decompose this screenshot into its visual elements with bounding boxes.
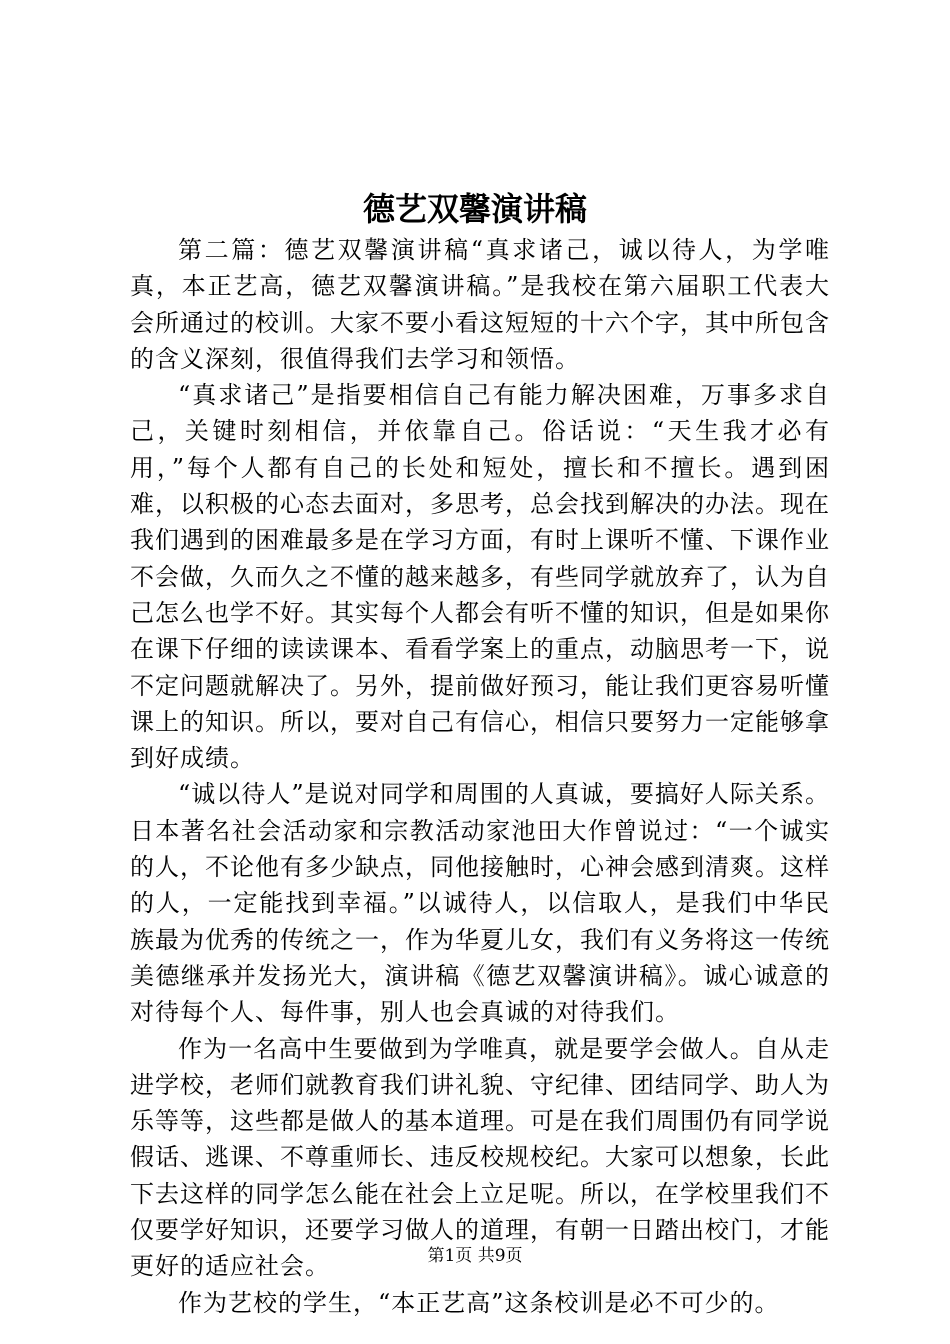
paragraph-2: “真求诸己”是指要相信自己有能力解决困难，万事多求自己，关键时刻相信，并依靠自己。俗话说：“天生我才必有用，”每个人都有自己的长处和短处，擅长和不擅长。遇到困难，以积极的心态去面对，多思考，总会找到解决的办法。现在我们遇到的困难最多是在学习方面，有时上课听不懂、下课作业不会做，久而久之不懂的越来越多，有些同学就放弃了，认为自己怎么也学不好。其实每个人都会有听不懂的知识，但是如果你在课下仔细的读读课本、看看学案上的重点，动脑思考一下，说不定问题就解决了。另外，提前做好预习，能让我们更容易听懂课上的知识。所以，要对自己有信心，相信只要努力一定能够拿到好成绩。: [130, 381, 830, 773]
paragraph-5: 作为艺校的学生，“本正艺高”这条校训是必不可少的。: [178, 1288, 780, 1317]
page-number-footer: 第1页 共9页: [427, 1246, 523, 1266]
paragraph-4: 作为一名高中生要做到为学唯真，就是要学会做人。自从走进学校，老师们就教育我们讲礼貌、守纪律、团结同学、助人为乐等等，这些都是做人的基本道理。可是在我们周围仍有同学说假话、逃课、不尊重师长、违反校规校纪。大家可以想象，长此下去这样的同学怎么能在社会上立足呢。所以，在学校里我们不仅要学好知识，还要学习做人的道理，有朝一日踏出校门，才能更好的适应社会。: [130, 1034, 830, 1281]
paragraph-1: 第二篇：德艺双馨演讲稿“真求诸己，诚以待人，为学唯真，本正艺高，德艺双馨演讲稿。”是我校在第六届职工代表大会所通过的校训。大家不要小看这短短的十六个字，其中所包含的含义深刻，很值得我们去学习和领悟。: [130, 236, 830, 373]
page-title: 德艺双馨演讲稿: [362, 190, 587, 228]
document-body: [130, 232, 830, 1321]
paragraph-3: “诚以待人”是说对同学和周围的人真诚，要搞好人际关系。日本著名社会活动家和宗教活动家池田大作曾说过：“一个诚实的人，不论他有多少缺点，同他接触时，心神会感到清爽。这样的人，一定能找到幸福。”以诚待人，以信取人，是我们中华民族最为优秀的传统之一，作为华夏儿女，我们有义务将这一传统美德继承并发扬光大，演讲稿《德艺双馨演讲稿》。诚心诚意的对待每个人、每件事，别人也会真诚的对待我们。: [130, 780, 830, 1027]
